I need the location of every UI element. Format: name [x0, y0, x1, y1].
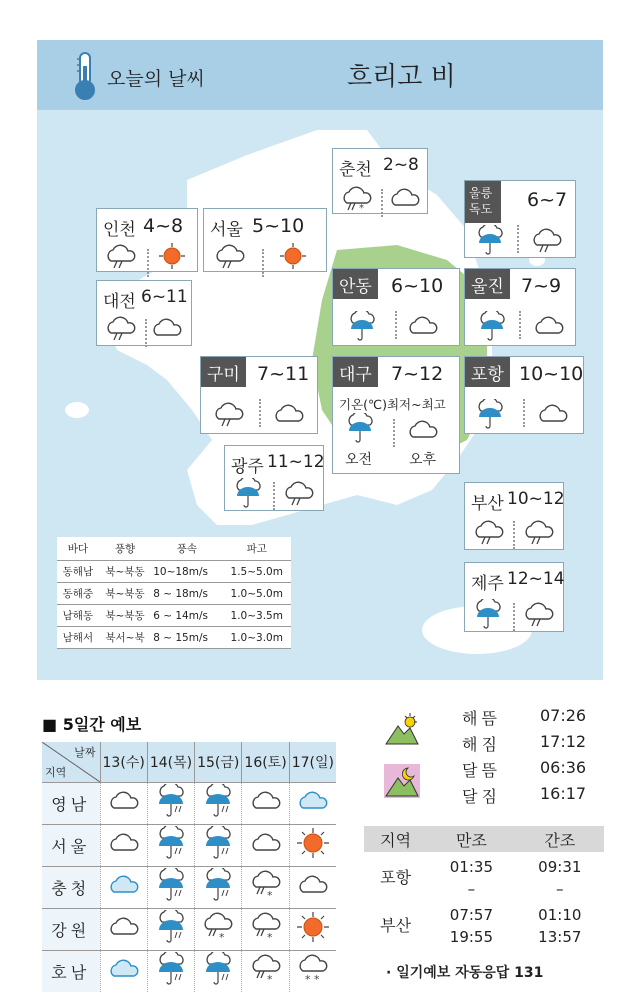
cloud-snow-rain-icon [248, 888, 284, 904]
corner-top-label: 날짜 [74, 746, 96, 759]
sea-cell: 북~북동 [99, 561, 151, 583]
umbrella-rain-icon [200, 890, 236, 906]
sea-cell: 북~북동 [99, 605, 151, 627]
umbrella-rain-icon [471, 599, 505, 629]
tide-region: 부산 [380, 916, 412, 935]
tide-header: 지역 [364, 826, 427, 852]
city-temp: 10~12 [507, 489, 565, 509]
forecast-cell [195, 866, 242, 908]
umbrella-rain-icon [153, 974, 189, 990]
region-label: 호남 [42, 950, 100, 992]
forecast-cell [242, 824, 289, 866]
umbrella-rain-icon [345, 311, 379, 341]
sunset-time: 17:12 [540, 732, 587, 751]
umbrella-rain-icon [153, 890, 189, 906]
city-name: 제주 [471, 574, 504, 594]
svg-text:*: * [266, 931, 273, 942]
divider [273, 482, 275, 510]
umbrella-rain-icon [200, 806, 236, 822]
moonset-label: 달짐 [462, 787, 501, 806]
cloud-rain-icon [529, 227, 565, 253]
city-card-daegu [332, 356, 460, 474]
five-day-title: ■ 5일간 예보 [42, 715, 142, 734]
divider [259, 399, 261, 427]
divider [513, 521, 515, 549]
svg-text:*: * [266, 973, 273, 985]
forecast-cell [100, 908, 147, 950]
cloud-icon [535, 403, 571, 425]
corner-cell [42, 742, 100, 782]
city-name: 서울 [210, 220, 243, 240]
region-label: 충청 [42, 866, 100, 908]
sea-table [57, 537, 291, 649]
sea-cell: 1.5~5.0m [222, 561, 291, 583]
sea-header: 바다 [57, 537, 99, 561]
forecast-cell [195, 950, 242, 992]
city-temp: 2~8 [383, 155, 419, 175]
city-temp: 7~12 [391, 363, 444, 385]
tide-high [427, 852, 515, 900]
cloud-rain-icon [103, 243, 139, 269]
sea-cell: 10~18m/s [151, 561, 222, 583]
tide-time: 01:10 [538, 906, 582, 924]
umbrella-rain-icon [473, 399, 507, 429]
sunrise-time: 07:26 [540, 706, 587, 725]
forecast-cell [147, 950, 194, 992]
sea-cell: 북서~북 [99, 627, 151, 649]
tide-time: 09:31 [538, 858, 582, 876]
umbrella-rain-icon [200, 848, 236, 864]
divider [395, 311, 397, 339]
table-row [42, 950, 336, 992]
city-temp: 11~12 [267, 452, 325, 472]
sea-cell: 1.0~5.0m [222, 583, 291, 605]
city-temp: 7~9 [521, 275, 562, 297]
cloud-snow-rain-icon [339, 185, 375, 211]
cloud-snow-rain-icon [248, 930, 284, 946]
pm-label: 오후 [409, 452, 437, 468]
city-name: 인천 [103, 220, 136, 240]
city-card-daejeon [96, 280, 192, 346]
divider [145, 319, 147, 347]
moonrise-time: 06:36 [540, 758, 587, 777]
cloud-rain-icon [281, 480, 317, 506]
header-bar [37, 40, 603, 110]
sunrise-row [380, 706, 604, 732]
cloud-icon [405, 315, 441, 337]
table-row [42, 824, 336, 866]
cloud-snow-rain-icon [200, 930, 236, 946]
sea-cell: 1.0~3.0m [222, 627, 291, 649]
city-card-incheon [96, 208, 198, 272]
tide-time: 13:57 [538, 928, 582, 946]
city-name: 포항 [465, 357, 510, 387]
day-header: 14(목) [147, 742, 194, 782]
umbrella-rain-icon [473, 225, 507, 255]
thermometer-icon [67, 50, 103, 102]
tide-time: – [467, 880, 476, 898]
table-row [364, 852, 604, 900]
city-name: 대전 [103, 292, 136, 312]
sea-header-row [57, 537, 291, 561]
table-row [57, 561, 291, 583]
tide-header-row [364, 826, 604, 852]
svg-text:*: * [359, 203, 364, 211]
city-temp: 6~10 [391, 275, 444, 297]
forecast-cell [100, 824, 147, 866]
cloud-icon [106, 927, 142, 943]
sunrise-label: 해뜸 [462, 709, 501, 728]
sea-cell: 1.0~3.5m [222, 605, 291, 627]
city-name: 구미 [201, 357, 246, 387]
divider [519, 311, 521, 339]
umbrella-rain-icon [153, 848, 189, 864]
day-header: 15(금) [195, 742, 242, 782]
city-name: 춘천 [339, 160, 372, 180]
umbrella-rain-icon [200, 974, 236, 990]
divider [147, 249, 149, 277]
city-temp: 5~10 [252, 215, 305, 237]
cloud-icon [387, 187, 423, 209]
city-temp: 12~14 [507, 569, 565, 589]
sea-cell: 남해서 [57, 627, 99, 649]
tide-time: 07:57 [449, 906, 494, 924]
cloud-rain-icon [521, 519, 557, 545]
city-card-busan [464, 482, 564, 550]
sun-icon [295, 931, 331, 947]
cloud-icon [405, 419, 441, 441]
city-card-gwangju [224, 445, 324, 511]
sea-cell: 6 ~ 14m/s [151, 605, 222, 627]
cloud-icon [271, 403, 307, 425]
cloud-icon [531, 315, 567, 337]
city-temp: 6~7 [527, 189, 568, 211]
svg-text:*: * [266, 889, 273, 900]
sunset-label: 해짐 [462, 735, 501, 754]
forecast-cell [242, 908, 289, 950]
west-island [65, 402, 89, 418]
partly-cloudy-icon [295, 801, 331, 817]
city-card-jeju [464, 562, 564, 632]
map-panel [37, 40, 603, 680]
weather-condition: 흐리고 비 [347, 62, 456, 92]
divider [523, 399, 525, 427]
sea-cell: 동해중 [57, 583, 99, 605]
table-row [364, 900, 604, 948]
table-row [57, 627, 291, 649]
moonset-time: 16:17 [540, 784, 587, 803]
region-label: 영남 [42, 782, 100, 824]
am-label: 오전 [345, 452, 373, 468]
day-header: 13(수) [100, 742, 147, 782]
forecast-cell [147, 782, 194, 824]
city-name: 대구 [333, 357, 378, 387]
day-header: 17(일) [289, 742, 336, 782]
cloud-rain-icon [212, 243, 248, 269]
umbrella-rain-icon [343, 413, 377, 443]
sunset-row [380, 732, 604, 758]
five-day-header-row [42, 742, 336, 782]
region-label: 서울 [42, 824, 100, 866]
table-row [42, 908, 336, 950]
sea-header: 풍향 [99, 537, 151, 561]
region-label: 강원 [42, 908, 100, 950]
moonset-row [380, 784, 604, 810]
day-header: 16(토) [242, 742, 289, 782]
tide-region: 포항 [380, 868, 412, 887]
city-temp: 6~11 [141, 287, 188, 307]
cloud-icon [106, 801, 142, 817]
divider [393, 419, 395, 447]
forecast-cell [289, 782, 336, 824]
cloud-rain-icon [471, 519, 507, 545]
divider [513, 603, 515, 631]
divider [381, 189, 383, 217]
city-card-andong [332, 268, 460, 346]
divider [517, 225, 519, 253]
city-card-uljin [464, 268, 576, 346]
legend-text: 기온(℃)최저~최고 [339, 397, 446, 412]
forecast-cell [195, 908, 242, 950]
city-temp: 10~10 [519, 363, 584, 385]
city-temp: 4~8 [143, 215, 184, 237]
corner-bottom-label: 지역 [45, 765, 67, 779]
forecast-cell [195, 824, 242, 866]
divider [262, 249, 264, 277]
table-row [57, 583, 291, 605]
sun-moon-box [380, 706, 604, 810]
cloud-icon [106, 843, 142, 859]
sea-cell: 동해남 [57, 561, 99, 583]
umbrella-rain-icon [153, 806, 189, 822]
table-row [42, 866, 336, 908]
sea-cell: 8 ~ 15m/s [151, 627, 222, 649]
cloud-icon [295, 885, 331, 901]
svg-text:* *: * * [304, 973, 320, 985]
tide-header: 간조 [516, 826, 604, 852]
forecast-cell [289, 866, 336, 908]
city-name: 울진 [465, 269, 510, 299]
city-card-gumi [200, 356, 318, 434]
city-temp: 7~11 [257, 363, 310, 385]
forecast-cell [147, 866, 194, 908]
city-card-chuncheon [332, 148, 428, 214]
table-row [57, 605, 291, 627]
forecast-cell [289, 824, 336, 866]
forecast-cell [289, 950, 336, 992]
umbrella-rain-icon [231, 478, 265, 508]
five-day-body [42, 782, 336, 992]
cloud-rain-icon [211, 401, 247, 427]
sea-header: 풍속 [151, 537, 222, 561]
page-title: 오늘의 날씨 [107, 68, 205, 90]
tide-header: 만조 [427, 826, 515, 852]
sun-icon [155, 241, 189, 271]
sea-cell: 8 ~ 18m/s [151, 583, 222, 605]
sea-header: 파고 [222, 537, 291, 561]
forecast-cell [147, 824, 194, 866]
tide-low [516, 900, 604, 948]
moonrise-label: 달뜸 [462, 761, 501, 780]
forecast-cell [147, 908, 194, 950]
city-card-pohang [464, 356, 584, 434]
umbrella-rain-icon [475, 311, 509, 341]
cloud-snow-rain-icon [248, 972, 284, 988]
forecast-cell [100, 782, 147, 824]
sea-cell: 북~북동 [99, 583, 151, 605]
tide-time: – [556, 880, 564, 898]
svg-text:*: * [219, 931, 225, 942]
moonrise-row [380, 758, 604, 784]
city-name: 부산 [471, 494, 504, 514]
table-row [42, 782, 336, 824]
city-card-ulleung [464, 180, 576, 258]
sun-icon [295, 847, 331, 863]
forecast-cell [100, 866, 147, 908]
cloud-icon [149, 317, 185, 339]
cloud-icon [248, 843, 284, 859]
cloud-icon [248, 801, 284, 817]
city-card-seoul [203, 208, 327, 272]
forecast-cell [289, 908, 336, 950]
city-name: 광주 [231, 457, 264, 477]
tide-low [516, 852, 604, 900]
sun-icon [276, 241, 310, 271]
forecast-cell [242, 950, 289, 992]
forecast-cell [242, 782, 289, 824]
forecast-cell [100, 950, 147, 992]
five-day-table [42, 742, 336, 992]
city-name: 울릉 독도 [465, 181, 501, 223]
sea-cell: 남해동 [57, 605, 99, 627]
forecast-cell [242, 866, 289, 908]
cloud-rain-icon [103, 315, 139, 341]
tide-time: 19:55 [449, 928, 494, 946]
partly-cloudy-icon [106, 885, 142, 901]
tide-table [364, 826, 604, 948]
forecast-cell [195, 782, 242, 824]
auto-response-note: · 일기예보 자동응답 131 [386, 965, 544, 981]
cloud-rain-icon [521, 601, 557, 627]
tide-time: 01:35 [449, 858, 494, 876]
partly-cloudy-icon [106, 969, 142, 985]
tide-high [427, 900, 515, 948]
city-name: 안동 [333, 269, 378, 299]
cloud-snow-icon [295, 972, 331, 988]
umbrella-rain-icon [153, 932, 189, 948]
